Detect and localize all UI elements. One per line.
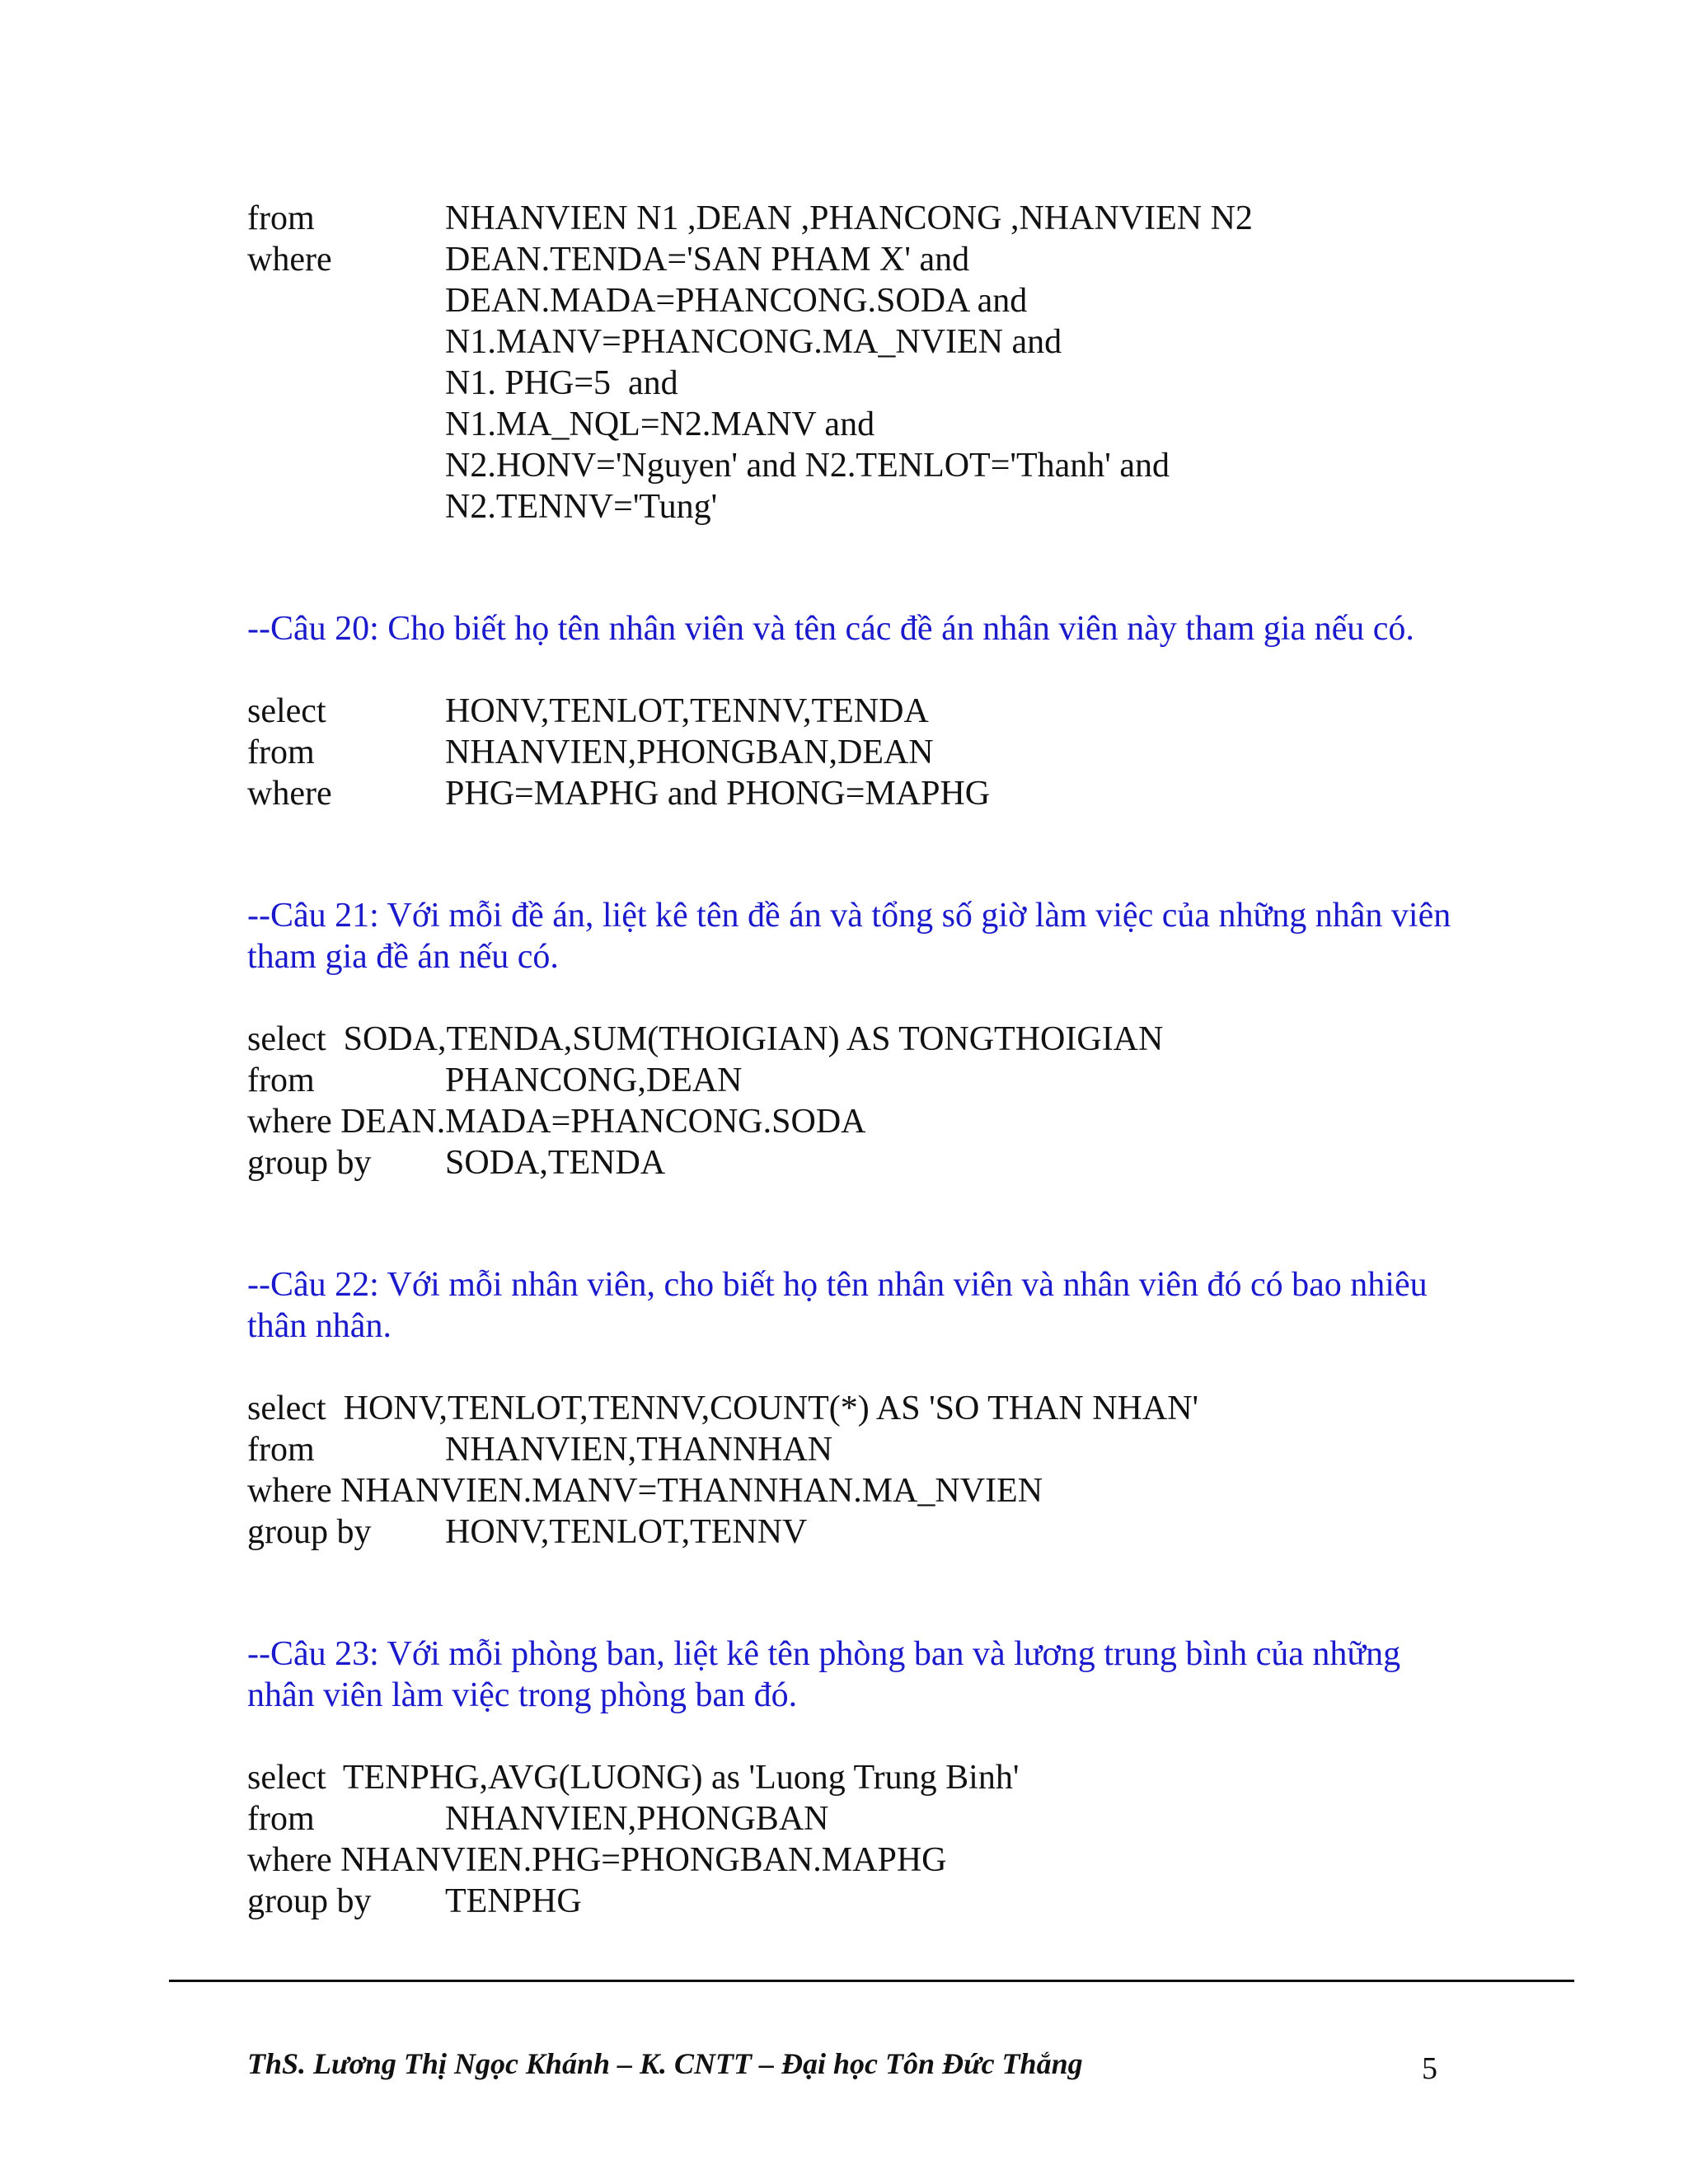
page-content: [247, 198, 1484, 1922]
sql-from-row: [247, 1798, 1484, 1840]
sql-clause: N2.HONV='Nguyen' and N2.TENLOT='Thanh' and: [445, 447, 1170, 485]
sql-clause: select HONV,TENLOT,TENNV,COUNT(*) AS 'SO THAN NHAN': [247, 1390, 1199, 1427]
sql-query-block-20: [247, 691, 1484, 814]
sql-where-row: [247, 773, 1484, 814]
sql-where-continuation: [247, 280, 1484, 321]
sql-keyword: group by: [247, 1144, 372, 1182]
sql-group-row: [247, 1881, 1484, 1922]
sql-from-row: [247, 1429, 1484, 1470]
sql-clause: NHANVIEN,THANNHAN: [445, 1431, 833, 1469]
sql-query-block-23: [247, 1757, 1484, 1922]
sql-keyword: from: [247, 1062, 315, 1099]
sql-where-continuation: [247, 486, 1484, 527]
sql-clause: where NHANVIEN.MANV=THANNHAN.MA_NVIEN: [247, 1472, 1043, 1510]
sql-clause: N2.TENNV='Tung': [445, 488, 718, 526]
sql-clause: N1.MA_NQL=N2.MANV and: [445, 405, 875, 443]
sql-clause: HONV,TENLOT,TENNV,TENDA: [445, 692, 929, 730]
sql-where-continuation: [247, 404, 1484, 445]
sql-from-row: [247, 198, 1484, 239]
sql-select-row: [247, 1019, 1484, 1060]
question-21: --Câu 21: Với mỗi đề án, liệt kê tên đề án và tổng số giờ làm việc của những nhân viên tham gia đề án nếu có.: [247, 897, 1451, 976]
sql-from-row: [247, 732, 1484, 773]
question-23: --Câu 23: Với mỗi phòng ban, liệt kê tên phòng ban và lương trung bình của những nhân viên làm việc trong phòng ban đó.: [247, 1635, 1401, 1714]
sql-where-continuation: [247, 321, 1484, 363]
sql-clause: DEAN.MADA=PHANCONG.SODA and: [445, 282, 1028, 320]
sql-clause: DEAN.TENDA='SAN PHAM X' and: [445, 241, 970, 279]
sql-clause: N1. PHG=5 and: [445, 364, 678, 402]
question-20: --Câu 20: Cho biết họ tên nhân viên và tên các đề án nhân viên này tham gia nếu có.: [247, 610, 1414, 648]
sql-keyword: from: [247, 199, 315, 237]
sql-select-row: [247, 691, 1484, 732]
sql-keyword: from: [247, 1800, 315, 1838]
sql-clause: TENPHG: [445, 1882, 582, 1920]
sql-keyword: where: [247, 775, 332, 813]
sql-where-row: [247, 239, 1484, 280]
sql-keyword: group by: [247, 1513, 372, 1551]
sql-clause: PHG=MAPHG and PHONG=MAPHG: [445, 775, 991, 813]
sql-from-row: [247, 1060, 1484, 1101]
sql-keyword: from: [247, 733, 315, 771]
sql-keyword: where: [247, 241, 332, 279]
sql-keyword: group by: [247, 1882, 372, 1920]
sql-query-block-19: [247, 198, 1484, 527]
footer-divider: [169, 1980, 1574, 1982]
footer-author: ThS. Lương Thị Ngọc Khánh – K. CNTT – Đại học Tôn Đức Thắng: [247, 2047, 1083, 2080]
sql-where-continuation: [247, 445, 1484, 486]
sql-clause: NHANVIEN N1 ,DEAN ,PHANCONG ,NHANVIEN N2: [445, 199, 1253, 237]
sql-clause: NHANVIEN,PHONGBAN,DEAN: [445, 733, 934, 771]
sql-clause: select TENPHG,AVG(LUONG) as 'Luong Trung Binh': [247, 1759, 1020, 1797]
sql-clause: select SODA,TENDA,SUM(THOIGIAN) AS TONGTHOIGIAN: [247, 1020, 1164, 1058]
sql-where-row: [247, 1840, 1484, 1881]
sql-where-row: [247, 1101, 1484, 1142]
question-22: --Câu 22: Với mỗi nhân viên, cho biết họ tên nhân viên và nhân viên đó có bao nhiêu thân nhân.: [247, 1266, 1428, 1345]
sql-clause: HONV,TENLOT,TENNV: [445, 1513, 808, 1551]
sql-query-block-22: [247, 1388, 1484, 1553]
sql-clause: SODA,TENDA: [445, 1144, 666, 1182]
sql-group-row: [247, 1142, 1484, 1183]
sql-select-row: [247, 1757, 1484, 1798]
sql-clause: PHANCONG,DEAN: [445, 1062, 743, 1099]
page-number: 5: [1422, 2051, 1437, 2086]
sql-group-row: [247, 1511, 1484, 1553]
sql-select-row: [247, 1388, 1484, 1429]
sql-where-row: [247, 1470, 1484, 1511]
sql-query-block-21: [247, 1019, 1484, 1183]
sql-clause: NHANVIEN,PHONGBAN: [445, 1800, 829, 1838]
sql-where-continuation: [247, 363, 1484, 404]
sql-clause: where DEAN.MADA=PHANCONG.SODA: [247, 1103, 866, 1141]
sql-keyword: from: [247, 1431, 315, 1469]
sql-clause: where NHANVIEN.PHG=PHONGBAN.MAPHG: [247, 1841, 947, 1879]
sql-keyword: select: [247, 692, 326, 730]
sql-clause: N1.MANV=PHANCONG.MA_NVIEN and: [445, 323, 1062, 361]
